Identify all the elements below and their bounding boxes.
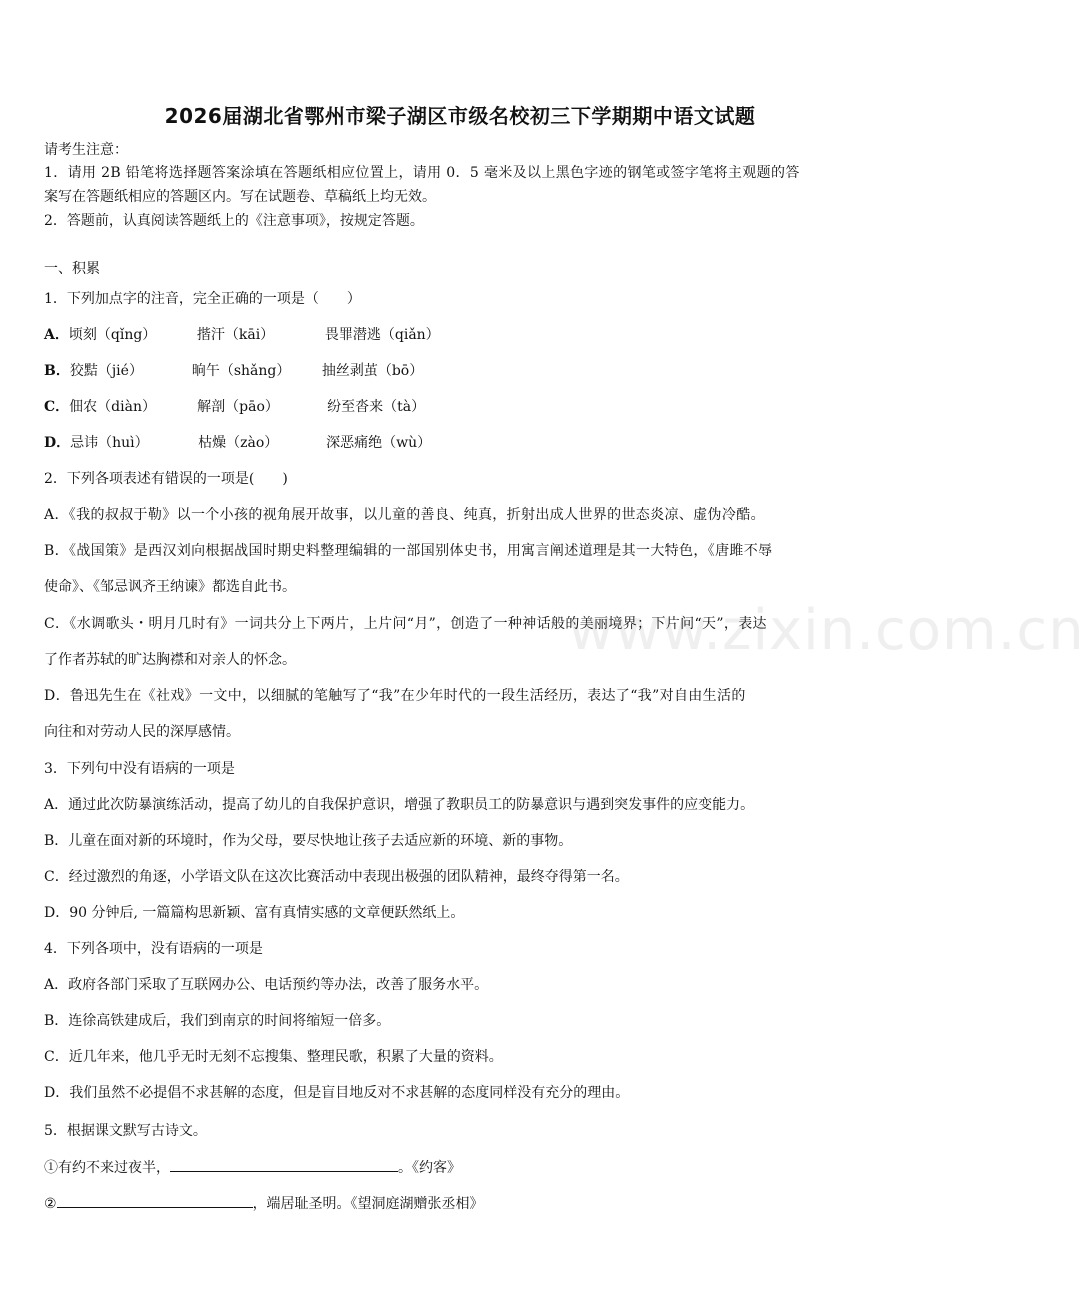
question-3-option-a[interactable]: A．通过此次防暴演练活动，提高了幼儿的自我保护意识，增强了教职员工的防暴意识与遇到突发事件的应变能力。 [44, 797, 755, 813]
question-4-option-b[interactable]: B．连徐高铁建成后，我们到南京的时间将缩短一倍多。 [44, 1013, 391, 1029]
question-2-option-b-line-2: 使命》、《邹忌讽齐王纳谏》都选自此书。 [44, 579, 296, 595]
question-5-stem: 5．根据课文默写古诗文。 [44, 1123, 207, 1139]
option-item: 揩汗（kāi） [196, 327, 275, 343]
question-3-option-d[interactable]: D．90 分钟后, 一篇篇构思新颖、富有真情实感的文章便跃然纸上。 [44, 905, 465, 921]
option-item: 佃农（diàn） [69, 399, 156, 415]
prompt-text: ①有约不来过夜半， [44, 1160, 170, 1176]
source-text: 。《约客》 [398, 1160, 461, 1176]
question-4-option-a[interactable]: A．政府各部门采取了互联网办公、电话预约等办法，改善了服务水平。 [44, 977, 489, 993]
question-2-option-a[interactable]: A．《我的叔叔于勒》以一个小孩的视角展开故事，以儿童的善良、纯真，折射出成人世界的世态炎凉、虚伪冷酷。 [44, 507, 765, 523]
question-2-option-d-line-2: 向往和对劳动人民的深厚感情。 [44, 724, 240, 740]
page-title: 2026届湖北省鄂州市梁子湖区市级名校初三下学期期中语文试题 [164, 104, 756, 128]
question-1-stem: 1．下列加点字的注音，完全正确的一项是（ ） [44, 291, 361, 307]
option-item: 枯燥（zào） [198, 435, 279, 451]
notice-heading: 请考生注意： [44, 142, 128, 158]
option-item: 顷刻（qǐng） [68, 327, 157, 343]
answer-blank[interactable] [170, 1157, 398, 1172]
option-item: 深恶痛绝（wù） [326, 435, 432, 451]
question-4-option-d[interactable]: D．我们虽然不必提倡不求甚解的态度，但是盲目地反对不求甚解的态度同样没有充分的理由。 [44, 1085, 630, 1101]
source-text: ，端居耻圣明。《望洞庭湖赠张丞相》 [252, 1196, 484, 1212]
option-key: A． [44, 327, 69, 343]
question-1-option-b[interactable] [44, 361, 423, 381]
question-4-option-c[interactable]: C．近几年来，他几乎无时无刻不忘搜集、整理民歌，积累了大量的资料。 [44, 1049, 503, 1065]
option-item: 抽丝剥茧（bō） [321, 363, 424, 379]
watermark: www.zixin.com.cn [568, 598, 1085, 663]
question-5-line-2 [44, 1193, 484, 1214]
question-3-option-b[interactable]: B．儿童在面对新的环境时，作为父母，要尽快地让孩子去适应新的环境、新的事物。 [44, 833, 573, 849]
question-3-stem: 3．下列句中没有语病的一项是 [44, 761, 235, 777]
option-item: 晌午（shǎng） [191, 363, 291, 379]
question-1-option-a[interactable] [44, 325, 440, 345]
question-4-stem: 4．下列各项中，没有语病的一项是 [44, 941, 263, 957]
question-3-option-c[interactable]: C．经过激烈的角逐，小学语文队在这次比赛活动中表现出极强的团队精神，最终夺得第一名。 [44, 869, 629, 885]
question-1-option-c[interactable] [44, 397, 425, 417]
option-item: 狡黠（jié） [69, 363, 143, 379]
question-2-option-d-line-1[interactable]: D．鲁迅先生在《社戏》一文中，以细腻的笔触写了“我”在少年时代的一段生活经历，表达了“我”对自由生活的 [44, 688, 746, 704]
question-5-line-1 [44, 1157, 461, 1178]
option-key: B． [44, 363, 70, 379]
notice-item-1-line-1: 1．请用 2B 铅笔将选择题答案涂填在答题纸相应位置上，请用 0．5 毫米及以上黑色字迹的钢笔或签字笔将主观题的答 [44, 165, 800, 181]
notice-item-2: 2．答题前，认真阅读答题纸上的《注意事项》，按规定答题。 [44, 213, 424, 229]
option-item: 解剖（pāo） [197, 399, 279, 415]
notice-item-1-line-2: 案写在答题纸相应的答题区内。写在试题卷、草稿纸上均无效。 [44, 189, 436, 205]
question-2-option-c-line-2: 了作者苏轼的旷达胸襟和对亲人的怀念。 [44, 652, 296, 668]
prompt-text: ② [44, 1196, 57, 1212]
option-key: C． [44, 399, 70, 415]
section-heading: 一、积累 [44, 261, 100, 277]
question-2-stem: 2．下列各项表述有错误的一项是( ) [44, 471, 288, 487]
option-item: 畏罪潜逃（qiǎn） [324, 327, 440, 343]
question-2-option-c-line-1[interactable]: C．《水调歌头・明月几时有》一词共分上下两片，上片问“月”，创造了一种神话般的美丽境界；下片问“天”，表达 [44, 616, 767, 632]
option-item: 忌讳（huì） [70, 435, 149, 451]
question-2-option-b-line-1[interactable]: B．《战国策》是西汉刘向根据战国时期史料整理编辑的一部国别体史书，用寓言阐述道理是其一大特色，《唐雎不辱 [44, 543, 773, 559]
option-item: 纷至沓来（tà） [327, 399, 426, 415]
option-key: D． [44, 435, 71, 451]
answer-blank[interactable] [57, 1193, 253, 1208]
question-1-option-d[interactable] [44, 433, 431, 453]
